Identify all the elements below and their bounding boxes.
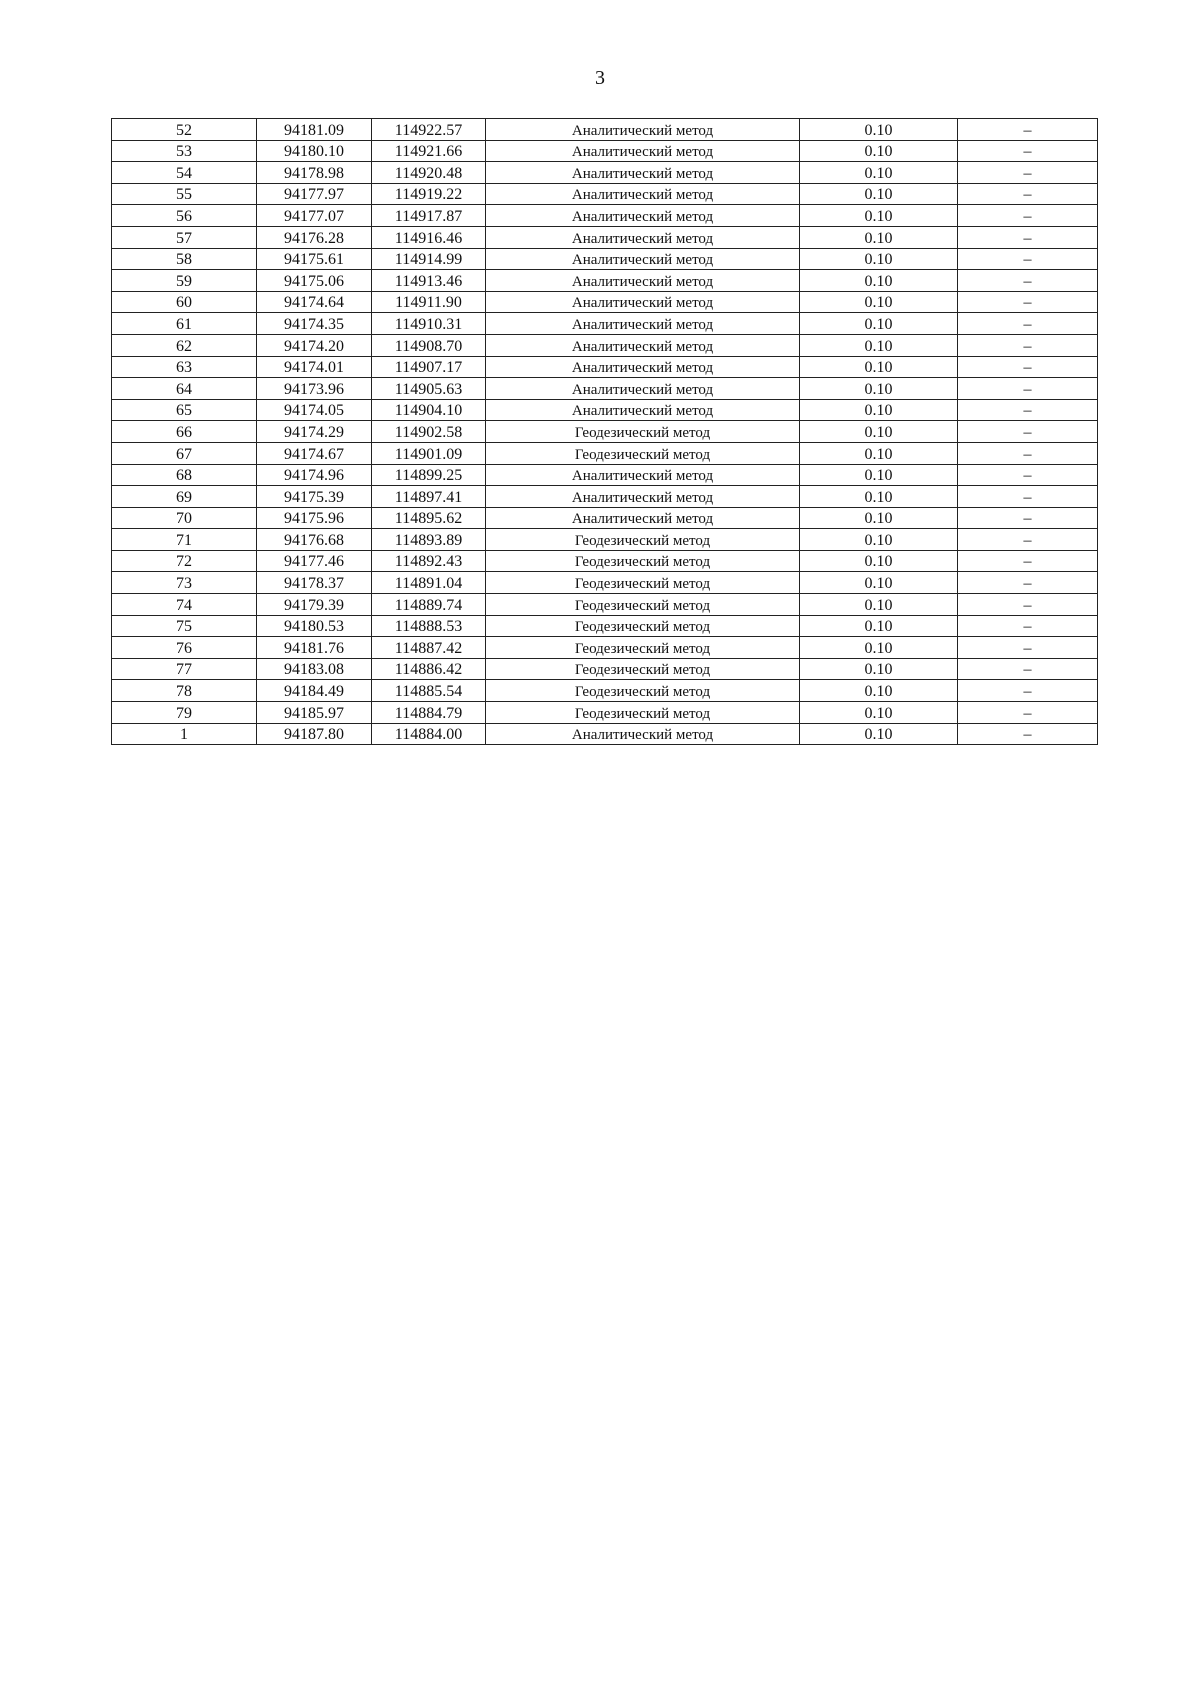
- point-number-cell: 53: [112, 140, 257, 162]
- x-coordinate-cell: 94185.97: [257, 702, 372, 724]
- point-number-cell: 57: [112, 226, 257, 248]
- table-row: [112, 702, 1098, 724]
- method-cell: Геодезический метод: [486, 550, 800, 572]
- point-number-cell: 77: [112, 658, 257, 680]
- table-row: [112, 723, 1098, 745]
- accuracy-cell: 0.10: [800, 119, 958, 141]
- note-cell: –: [958, 658, 1098, 680]
- x-coordinate-cell: 94175.96: [257, 507, 372, 529]
- x-coordinate-cell: 94174.35: [257, 313, 372, 335]
- note-cell: –: [958, 334, 1098, 356]
- method-cell: Геодезический метод: [486, 702, 800, 724]
- method-cell: Аналитический метод: [486, 183, 800, 205]
- accuracy-cell: 0.10: [800, 464, 958, 486]
- note-cell: –: [958, 313, 1098, 335]
- accuracy-cell: 0.10: [800, 615, 958, 637]
- point-number-cell: 66: [112, 421, 257, 443]
- note-cell: –: [958, 486, 1098, 508]
- point-number-cell: 55: [112, 183, 257, 205]
- method-cell: Аналитический метод: [486, 205, 800, 227]
- accuracy-cell: 0.10: [800, 529, 958, 551]
- accuracy-cell: 0.10: [800, 442, 958, 464]
- accuracy-cell: 0.10: [800, 356, 958, 378]
- point-number-cell: 72: [112, 550, 257, 572]
- point-number-cell: 58: [112, 248, 257, 270]
- accuracy-cell: 0.10: [800, 248, 958, 270]
- method-cell: Аналитический метод: [486, 119, 800, 141]
- accuracy-cell: 0.10: [800, 378, 958, 400]
- table-row: [112, 680, 1098, 702]
- table-row: [112, 442, 1098, 464]
- x-coordinate-cell: 94174.64: [257, 291, 372, 313]
- table-row: [112, 550, 1098, 572]
- table-row: [112, 162, 1098, 184]
- y-coordinate-cell: 114891.04: [372, 572, 486, 594]
- accuracy-cell: 0.10: [800, 334, 958, 356]
- method-cell: Аналитический метод: [486, 378, 800, 400]
- accuracy-cell: 0.10: [800, 637, 958, 659]
- table-row: [112, 507, 1098, 529]
- note-cell: –: [958, 442, 1098, 464]
- x-coordinate-cell: 94177.97: [257, 183, 372, 205]
- note-cell: –: [958, 248, 1098, 270]
- method-cell: Аналитический метод: [486, 226, 800, 248]
- table-row: [112, 486, 1098, 508]
- table-row: [112, 594, 1098, 616]
- note-cell: –: [958, 421, 1098, 443]
- note-cell: –: [958, 637, 1098, 659]
- y-coordinate-cell: 114917.87: [372, 205, 486, 227]
- table-row: [112, 421, 1098, 443]
- accuracy-cell: 0.10: [800, 313, 958, 335]
- x-coordinate-cell: 94181.09: [257, 119, 372, 141]
- y-coordinate-cell: 114884.79: [372, 702, 486, 724]
- point-number-cell: 78: [112, 680, 257, 702]
- page-number: 3: [595, 67, 605, 89]
- accuracy-cell: 0.10: [800, 572, 958, 594]
- point-number-cell: 69: [112, 486, 257, 508]
- accuracy-cell: 0.10: [800, 399, 958, 421]
- y-coordinate-cell: 114914.99: [372, 248, 486, 270]
- note-cell: –: [958, 594, 1098, 616]
- table-row: [112, 119, 1098, 141]
- accuracy-cell: 0.10: [800, 723, 958, 745]
- table-row: [112, 140, 1098, 162]
- accuracy-cell: 0.10: [800, 658, 958, 680]
- y-coordinate-cell: 114895.62: [372, 507, 486, 529]
- accuracy-cell: 0.10: [800, 140, 958, 162]
- table-row: [112, 183, 1098, 205]
- note-cell: –: [958, 162, 1098, 184]
- table-row: [112, 378, 1098, 400]
- x-coordinate-cell: 94184.49: [257, 680, 372, 702]
- y-coordinate-cell: 114892.43: [372, 550, 486, 572]
- x-coordinate-cell: 94174.20: [257, 334, 372, 356]
- y-coordinate-cell: 114908.70: [372, 334, 486, 356]
- method-cell: Геодезический метод: [486, 615, 800, 637]
- x-coordinate-cell: 94174.01: [257, 356, 372, 378]
- method-cell: Аналитический метод: [486, 162, 800, 184]
- accuracy-cell: 0.10: [800, 486, 958, 508]
- point-number-cell: 73: [112, 572, 257, 594]
- x-coordinate-cell: 94175.39: [257, 486, 372, 508]
- point-number-cell: 67: [112, 442, 257, 464]
- point-number-cell: 52: [112, 119, 257, 141]
- y-coordinate-cell: 114920.48: [372, 162, 486, 184]
- accuracy-cell: 0.10: [800, 183, 958, 205]
- accuracy-cell: 0.10: [800, 550, 958, 572]
- point-number-cell: 74: [112, 594, 257, 616]
- x-coordinate-cell: 94178.37: [257, 572, 372, 594]
- y-coordinate-cell: 114916.46: [372, 226, 486, 248]
- point-number-cell: 75: [112, 615, 257, 637]
- x-coordinate-cell: 94173.96: [257, 378, 372, 400]
- table-row: [112, 270, 1098, 292]
- method-cell: Аналитический метод: [486, 140, 800, 162]
- x-coordinate-cell: 94178.98: [257, 162, 372, 184]
- method-cell: Геодезический метод: [486, 658, 800, 680]
- note-cell: –: [958, 702, 1098, 724]
- point-number-cell: 61: [112, 313, 257, 335]
- method-cell: Аналитический метод: [486, 356, 800, 378]
- method-cell: Геодезический метод: [486, 594, 800, 616]
- x-coordinate-cell: 94177.46: [257, 550, 372, 572]
- note-cell: –: [958, 378, 1098, 400]
- method-cell: Аналитический метод: [486, 723, 800, 745]
- table-row: [112, 464, 1098, 486]
- method-cell: Геодезический метод: [486, 680, 800, 702]
- point-number-cell: 59: [112, 270, 257, 292]
- note-cell: –: [958, 550, 1098, 572]
- y-coordinate-cell: 114884.00: [372, 723, 486, 745]
- method-cell: Аналитический метод: [486, 248, 800, 270]
- accuracy-cell: 0.10: [800, 702, 958, 724]
- method-cell: Геодезический метод: [486, 572, 800, 594]
- x-coordinate-cell: 94180.10: [257, 140, 372, 162]
- note-cell: –: [958, 615, 1098, 637]
- y-coordinate-cell: 114905.63: [372, 378, 486, 400]
- point-number-cell: 62: [112, 334, 257, 356]
- x-coordinate-cell: 94174.29: [257, 421, 372, 443]
- point-number-cell: 70: [112, 507, 257, 529]
- note-cell: –: [958, 140, 1098, 162]
- accuracy-cell: 0.10: [800, 291, 958, 313]
- x-coordinate-cell: 94181.76: [257, 637, 372, 659]
- point-number-cell: 71: [112, 529, 257, 551]
- y-coordinate-cell: 114889.74: [372, 594, 486, 616]
- note-cell: –: [958, 464, 1098, 486]
- x-coordinate-cell: 94174.05: [257, 399, 372, 421]
- accuracy-cell: 0.10: [800, 421, 958, 443]
- accuracy-cell: 0.10: [800, 594, 958, 616]
- method-cell: Аналитический метод: [486, 270, 800, 292]
- point-number-cell: 1: [112, 723, 257, 745]
- point-number-cell: 63: [112, 356, 257, 378]
- table-row: [112, 248, 1098, 270]
- table-row: [112, 658, 1098, 680]
- x-coordinate-cell: 94179.39: [257, 594, 372, 616]
- note-cell: –: [958, 507, 1098, 529]
- x-coordinate-cell: 94187.80: [257, 723, 372, 745]
- method-cell: Аналитический метод: [486, 507, 800, 529]
- x-coordinate-cell: 94174.96: [257, 464, 372, 486]
- y-coordinate-cell: 114913.46: [372, 270, 486, 292]
- x-coordinate-cell: 94175.06: [257, 270, 372, 292]
- table-row: [112, 334, 1098, 356]
- coordinates-table-body: [112, 119, 1098, 745]
- x-coordinate-cell: 94180.53: [257, 615, 372, 637]
- note-cell: –: [958, 119, 1098, 141]
- method-cell: Геодезический метод: [486, 637, 800, 659]
- note-cell: –: [958, 723, 1098, 745]
- table-row: [112, 313, 1098, 335]
- method-cell: Геодезический метод: [486, 421, 800, 443]
- y-coordinate-cell: 114902.58: [372, 421, 486, 443]
- point-number-cell: 65: [112, 399, 257, 421]
- point-number-cell: 54: [112, 162, 257, 184]
- table-row: [112, 572, 1098, 594]
- y-coordinate-cell: 114885.54: [372, 680, 486, 702]
- y-coordinate-cell: 114888.53: [372, 615, 486, 637]
- y-coordinate-cell: 114893.89: [372, 529, 486, 551]
- note-cell: –: [958, 399, 1098, 421]
- accuracy-cell: 0.10: [800, 680, 958, 702]
- note-cell: –: [958, 270, 1098, 292]
- coordinates-table: [111, 118, 1098, 745]
- note-cell: –: [958, 226, 1098, 248]
- y-coordinate-cell: 114887.42: [372, 637, 486, 659]
- x-coordinate-cell: 94183.08: [257, 658, 372, 680]
- y-coordinate-cell: 114911.90: [372, 291, 486, 313]
- table-row: [112, 637, 1098, 659]
- table-row: [112, 291, 1098, 313]
- note-cell: –: [958, 291, 1098, 313]
- point-number-cell: 56: [112, 205, 257, 227]
- method-cell: Аналитический метод: [486, 486, 800, 508]
- y-coordinate-cell: 114901.09: [372, 442, 486, 464]
- y-coordinate-cell: 114899.25: [372, 464, 486, 486]
- point-number-cell: 60: [112, 291, 257, 313]
- accuracy-cell: 0.10: [800, 507, 958, 529]
- y-coordinate-cell: 114907.17: [372, 356, 486, 378]
- note-cell: –: [958, 680, 1098, 702]
- note-cell: –: [958, 572, 1098, 594]
- y-coordinate-cell: 114904.10: [372, 399, 486, 421]
- x-coordinate-cell: 94177.07: [257, 205, 372, 227]
- method-cell: Аналитический метод: [486, 291, 800, 313]
- method-cell: Геодезический метод: [486, 442, 800, 464]
- table-row: [112, 615, 1098, 637]
- note-cell: –: [958, 529, 1098, 551]
- y-coordinate-cell: 114922.57: [372, 119, 486, 141]
- y-coordinate-cell: 114897.41: [372, 486, 486, 508]
- table-row: [112, 205, 1098, 227]
- note-cell: –: [958, 183, 1098, 205]
- accuracy-cell: 0.10: [800, 205, 958, 227]
- method-cell: Аналитический метод: [486, 334, 800, 356]
- note-cell: –: [958, 356, 1098, 378]
- point-number-cell: 76: [112, 637, 257, 659]
- method-cell: Аналитический метод: [486, 464, 800, 486]
- method-cell: Аналитический метод: [486, 399, 800, 421]
- table-row: [112, 226, 1098, 248]
- y-coordinate-cell: 114919.22: [372, 183, 486, 205]
- point-number-cell: 79: [112, 702, 257, 724]
- x-coordinate-cell: 94176.68: [257, 529, 372, 551]
- y-coordinate-cell: 114886.42: [372, 658, 486, 680]
- x-coordinate-cell: 94176.28: [257, 226, 372, 248]
- table-row: [112, 529, 1098, 551]
- point-number-cell: 68: [112, 464, 257, 486]
- accuracy-cell: 0.10: [800, 270, 958, 292]
- accuracy-cell: 0.10: [800, 162, 958, 184]
- x-coordinate-cell: 94175.61: [257, 248, 372, 270]
- note-cell: –: [958, 205, 1098, 227]
- accuracy-cell: 0.10: [800, 226, 958, 248]
- table-row: [112, 356, 1098, 378]
- y-coordinate-cell: 114910.31: [372, 313, 486, 335]
- method-cell: Аналитический метод: [486, 313, 800, 335]
- point-number-cell: 64: [112, 378, 257, 400]
- y-coordinate-cell: 114921.66: [372, 140, 486, 162]
- table-row: [112, 399, 1098, 421]
- method-cell: Геодезический метод: [486, 529, 800, 551]
- x-coordinate-cell: 94174.67: [257, 442, 372, 464]
